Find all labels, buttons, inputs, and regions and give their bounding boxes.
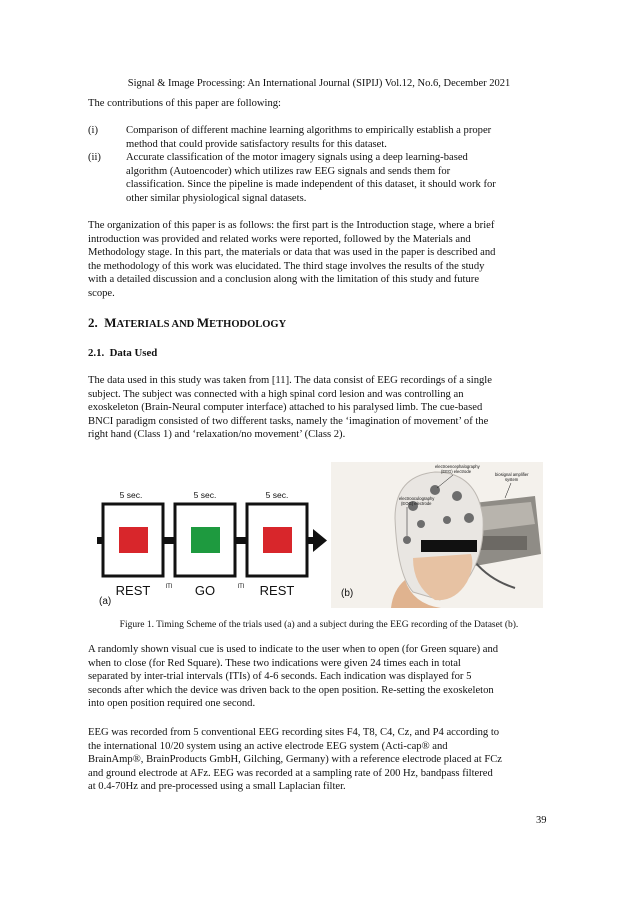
text-line: Accurate classification of the motor imagery signals using a deep learning-based xyxy=(126,152,468,164)
list-item-number: (ii) xyxy=(88,152,101,164)
list-item-number: (i) xyxy=(88,125,98,136)
data-used-paragraph xyxy=(88,374,550,442)
eog-electrode-label: electrooculography xyxy=(399,496,435,501)
cue-label: REST xyxy=(115,583,151,598)
eye-censor-bar xyxy=(421,540,477,552)
organization-paragraph xyxy=(88,219,550,301)
text-line: classification. Since the pipeline is made independent of this dataset, it should work for xyxy=(126,179,496,191)
subject-photo-panel xyxy=(331,462,543,608)
heading-smallcaps: AND xyxy=(169,319,197,330)
subsection-heading: 2.1. Data Used xyxy=(88,347,158,359)
text-line: Comparison of different machine learning algorithms to empirically establish a proper xyxy=(126,125,492,136)
panel-label-b: (b) xyxy=(341,588,354,599)
eeg-electrode-label: (EEG) electrode xyxy=(441,469,472,474)
heading-smallcaps: ATERIALS xyxy=(116,319,170,330)
red-square-cue xyxy=(263,527,292,553)
text-line: introduction was provided and related works were reported, followed by the Materials and xyxy=(88,233,471,245)
eeg-recording-paragraph xyxy=(88,726,550,794)
eog-electrode xyxy=(403,536,411,544)
green-square-cue xyxy=(191,527,220,553)
electrode xyxy=(464,513,474,523)
duration-label: 5 sec. xyxy=(193,490,217,500)
electrode xyxy=(417,520,425,528)
visual-cue-paragraph xyxy=(88,643,550,711)
text-line: separated by inter-trial intervals (ITIs) of 4-6 seconds. Each indication was displayed for 5 xyxy=(88,671,472,683)
amplifier-label: system xyxy=(505,477,519,482)
text-line: with a detailed discussion and a conclusion along with the limitation of this study and future xyxy=(88,274,480,286)
iti-label: ITI xyxy=(165,584,173,590)
text-line: other similar physiological signal datasets. xyxy=(126,192,307,204)
section-number: 2. xyxy=(88,315,98,330)
text-line: seconds after which the device was driven back to the open position. Re-setting the exoskeleton xyxy=(88,684,494,696)
eeg-electrode-label: electroencephalography xyxy=(435,464,480,469)
contributions-intro: The contributions of this paper are following: xyxy=(88,98,281,109)
text-line: The data used in this study was taken from [11]. The data consist of EEG recordings of a single xyxy=(88,375,492,386)
page-number: 39 xyxy=(536,815,547,826)
figure-1 xyxy=(95,462,543,608)
text-line: BrainAmp®, BrainProducts GmbH, Gilching, Germany) with a reference electrode placed at FCz xyxy=(88,754,503,766)
text-line: BNCI paradigm consisted of two different tasks, namely the ‘imagination of movement’ of the xyxy=(88,415,489,427)
electrode xyxy=(452,491,462,501)
text-line: The organization of this paper is as follows: the first part is the Introduction stage, where a brief xyxy=(88,220,495,231)
list-item xyxy=(88,151,550,205)
text-line: method that could provide satisfactory results for this dataset. xyxy=(126,138,387,150)
red-square-cue xyxy=(119,527,148,553)
heading-initial: M xyxy=(104,315,117,330)
text-line: into open position required one second. xyxy=(88,698,256,710)
list-item xyxy=(88,124,550,151)
text-line: scope. xyxy=(88,287,115,299)
text-line: EEG was recorded from 5 conventional EEG recording sites F4, T8, C4, Cz, and P4 according to xyxy=(88,727,500,738)
panel-label-a: (a) xyxy=(99,596,112,607)
amplifier-label: biosignal amplifier xyxy=(495,472,529,477)
section-heading xyxy=(88,315,286,331)
figure-caption: Figure 1. Timing Scheme of the trials used (a) and a subject during the EEG recording of the Dataset (b). xyxy=(119,620,519,630)
heading-initial: M xyxy=(196,315,210,330)
text-line: Methodology stage. In this part, the materials or data that was used in the paper is described and xyxy=(88,247,496,259)
contributions-list xyxy=(88,124,550,206)
duration-label: 5 sec. xyxy=(119,490,143,500)
heading-smallcaps: ETHODOLOGY xyxy=(209,319,287,330)
duration-label: 5 sec. xyxy=(265,490,289,500)
text-line: exoskeleton (Brain-Neural computer interface) attached to his paralysed limb. The cue-based xyxy=(88,402,483,414)
text-line: right hand (Class 1) and ‘relaxation/no movement’ (Class 2). xyxy=(88,429,346,441)
cue-label: REST xyxy=(259,583,295,598)
text-line: the international 10/20 system using an active electrode EEG system (Acti-cap® and xyxy=(88,740,448,752)
text-line: algorithm (Autoencoder) which utilizes raw EEG signals and sends them for xyxy=(126,165,451,177)
eog-electrode-label: (EOG) electrode xyxy=(401,501,432,506)
running-head: Signal & Image Processing: An International Journal (SIPIJ) Vol.12, No.6, December 2021 xyxy=(127,78,511,89)
text-line: when to close (for Red Square). These two indications were given 24 times each in total xyxy=(88,657,461,669)
electrode xyxy=(443,516,451,524)
text-line: A randomly shown visual cue is used to indicate to the user when to open (for Green square) and xyxy=(88,644,499,655)
iti-label: ITI xyxy=(237,584,245,590)
list-item-text xyxy=(126,124,550,151)
list-item-text xyxy=(126,151,550,205)
text-line: the methodology of this work was elucidated. The third stage involves the results of the study xyxy=(88,260,485,272)
cue-label: GO xyxy=(194,583,216,598)
text-line: subject. The subject was connected with a high spinal cord lesion and was controlling an xyxy=(88,388,464,400)
text-line: at 0.4-70Hz and pre-processed using a small Laplacian filter. xyxy=(88,781,346,793)
text-line: and ground electrode at AFz. EEG was recorded at a sampling rate of 200 Hz, bandpass filtered xyxy=(88,767,493,779)
